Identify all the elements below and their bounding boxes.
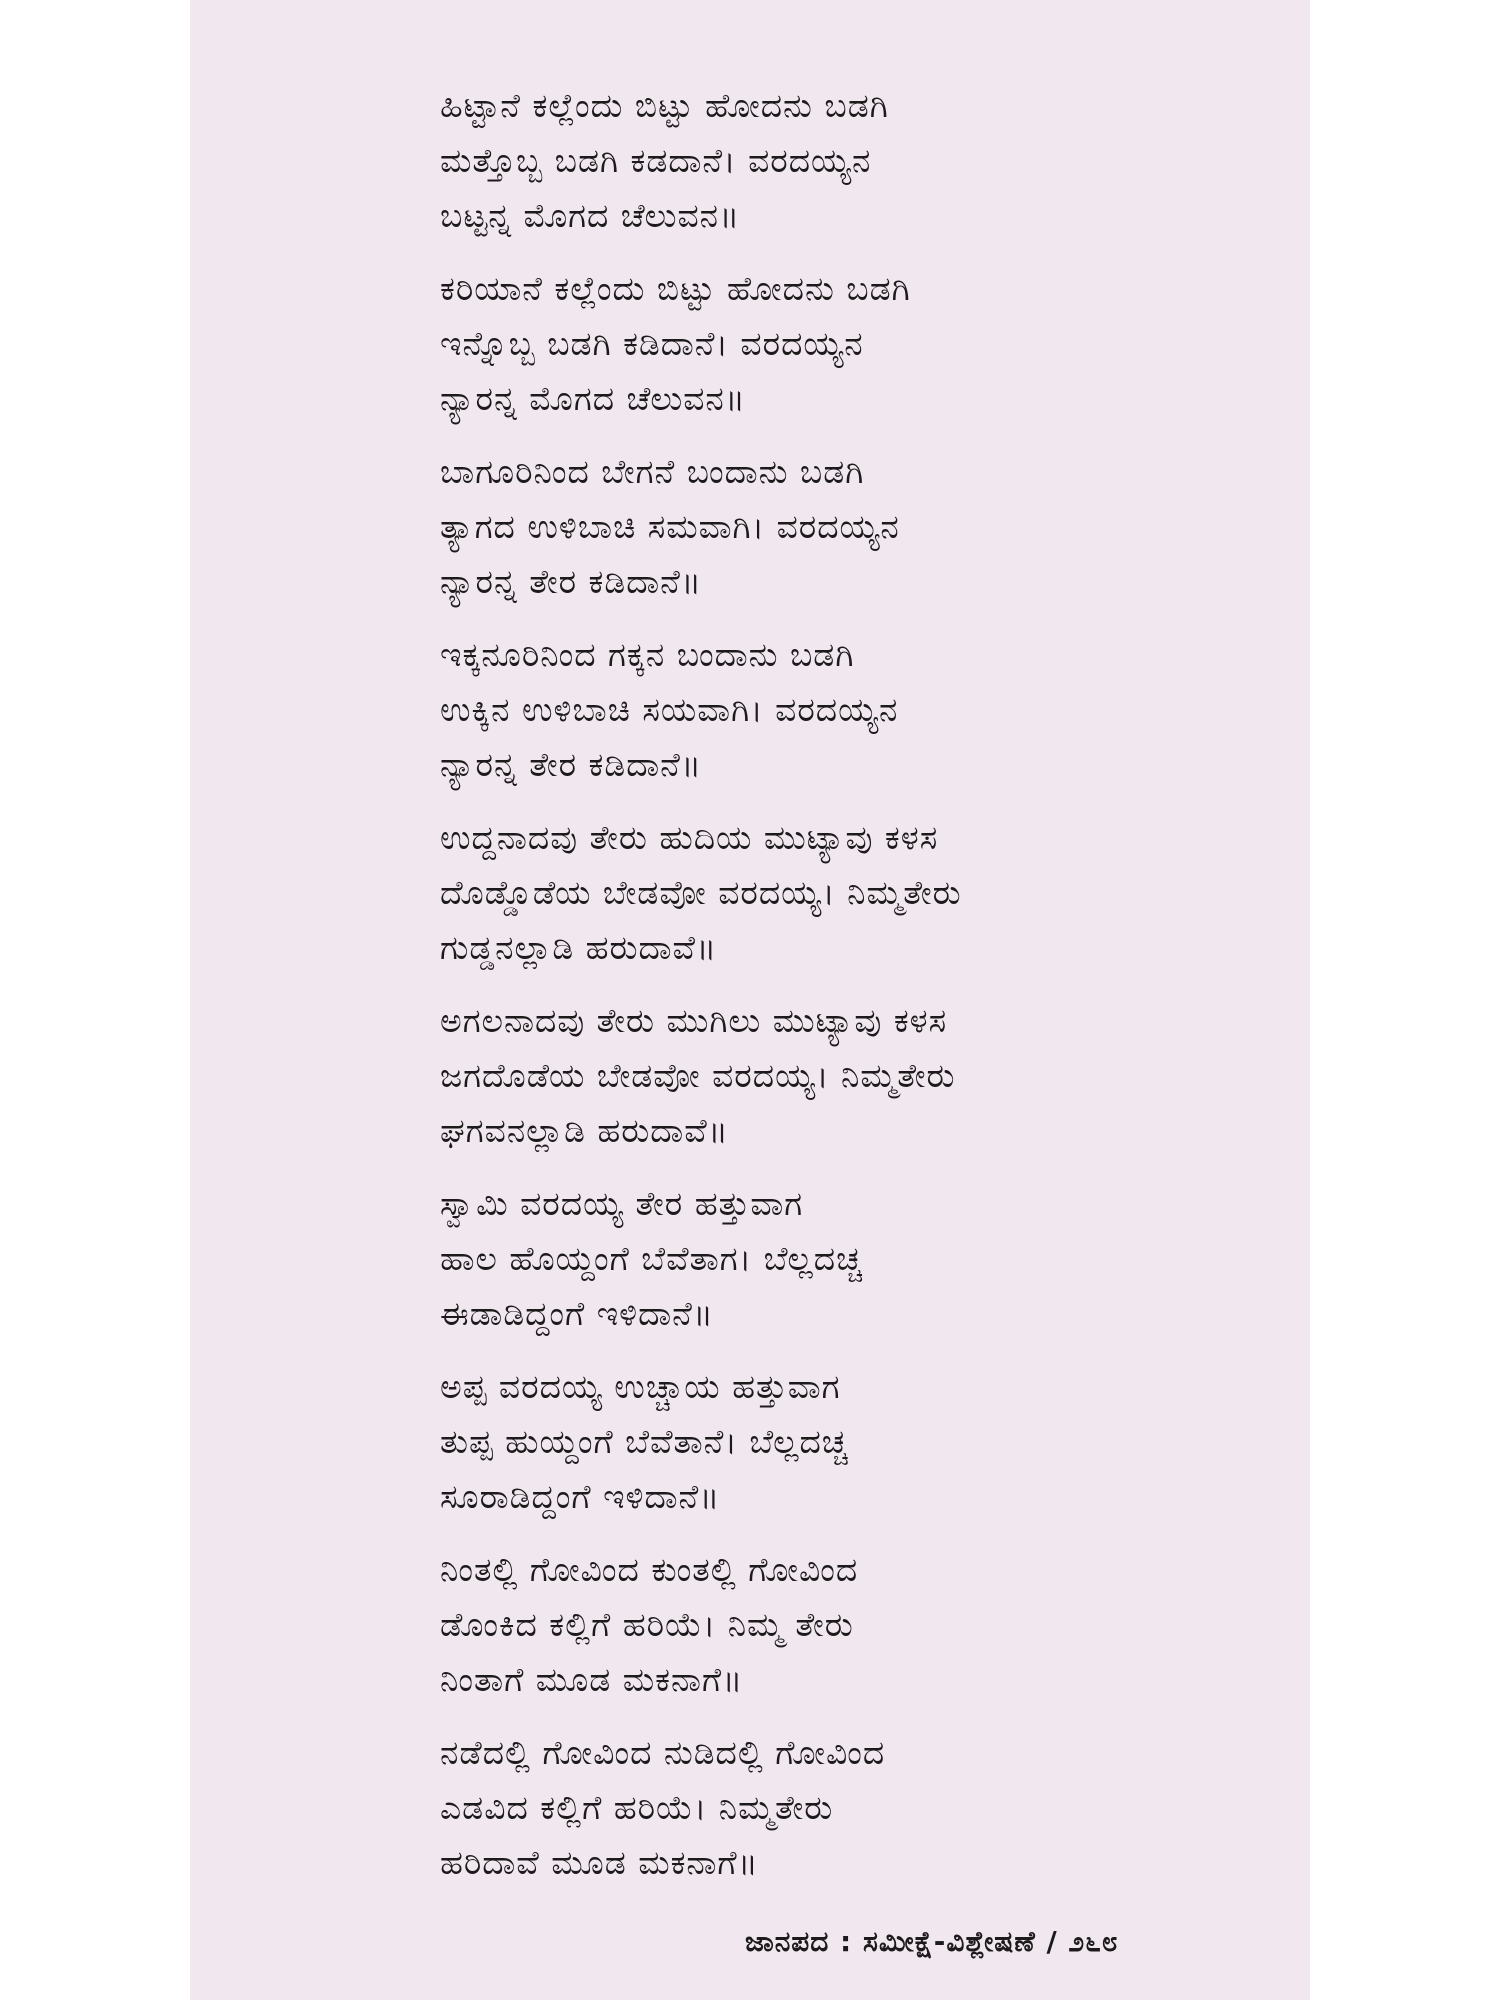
stanza-2 <box>440 261 1300 426</box>
stanza-4 <box>440 627 1300 792</box>
poem-line: ತ್ಯಾಗದ ಉಳಿಬಾಚಿ ಸಮವಾಗಿ। ವರದಯ್ಯನ <box>440 507 900 546</box>
stanza-9 <box>440 1542 1300 1707</box>
poem-line: ಘಗವನಲ್ಲಾಡಿ ಹರುದಾವೆ॥ <box>440 1111 729 1150</box>
poem-line: ನ್ಯಾರನ್ನ ತೇರ ಕಡಿದಾನೆ॥ <box>440 745 702 784</box>
stanza-1 <box>440 78 1300 243</box>
poem-line: ನಿಂತಾಗೆ ಮೂಡ ಮಕನಾಗೆ॥ <box>440 1660 744 1699</box>
poem-line: ದೊಡ್ಡೊಡೆಯ ಬೇಡವೋ ವರದಯ್ಯ। ನಿಮ್ಮತೇರು <box>440 873 962 912</box>
poem-line: ಗುಡ್ಡನಲ್ಲಾಡಿ ಹರುದಾವೆ॥ <box>440 928 718 967</box>
poem-line: ಅಪ್ಪ ವರದಯ್ಯ ಉಚ್ಚಾಯ ಹತ್ತುವಾಗ <box>440 1367 841 1406</box>
poem-line: ಮತ್ತೊಬ್ಬ ಬಡಗಿ ಕಡದಾನೆ। ವರದಯ್ಯನ <box>440 141 872 180</box>
page-footer: ಜಾನಪದ : ಸಮೀಕ್ಷೆ-ವಿಶ್ಲೇಷಣೆ / ೨೬೮ <box>745 1925 1119 1958</box>
poem-line: ಎಡವಿದ ಕಲ್ಲಿಗೆ ಹರಿಯೆ। ನಿಮ್ಮತೇರು <box>440 1788 834 1827</box>
poem-line: ಸ್ವಾಮಿ ವರದಯ್ಯ ತೇರ ಹತ್ತುವಾಗ <box>440 1184 804 1223</box>
book-page <box>190 0 1310 2000</box>
poem-line: ಹಿಟ್ಟಾನೆ ಕಲ್ಲೆಂದು ಬಿಟ್ಟು ಹೋದನು ಬಡಗಿ <box>440 86 889 125</box>
poem-body <box>440 78 1300 1908</box>
poem-line: ಕರಿಯಾನೆ ಕಲ್ಲೆಂದು ಬಿಟ್ಟು ಹೋದನು ಬಡಗಿ <box>440 269 911 308</box>
poem-line: ಬಟ್ಟನ್ನ ಮೊಗದ ಚೆಲುವನ॥ <box>440 196 741 235</box>
poem-line: ಬಾಗೂರಿನಿಂದ ಬೇಗನೆ ಬಂದಾನು ಬಡಗಿ <box>440 452 865 491</box>
stanza-8 <box>440 1359 1300 1524</box>
poem-line: ಇನ್ನೊಬ್ಬ ಬಡಗಿ ಕಡಿದಾನೆ। ವರದಯ್ಯನ <box>440 324 864 363</box>
stanza-7 <box>440 1176 1300 1341</box>
poem-line: ಸೂರಾಡಿದ್ದಂಗೆ ಇಳಿದಾನೆ॥ <box>440 1477 721 1516</box>
poem-line: ನಡೆದಲ್ಲಿ ಗೋವಿಂದ ನುಡಿದಲ್ಲಿ ಗೋವಿಂದ <box>440 1733 886 1772</box>
poem-line: ತುಪ್ಪ ಹುಯ್ದಂಗೆ ಬೆವೆತಾನೆ। ಬೆಲ್ಲದಚ್ಚ <box>440 1422 849 1461</box>
poem-line: ನಿಂತಲ್ಲಿ ಗೋವಿಂದ ಕುಂತಲ್ಲಿ ಗೋವಿಂದ <box>440 1550 859 1589</box>
poem-line: ಉದ್ದನಾದವು ತೇರು ಹುದಿಯ ಮುಟ್ಯಾವು ಕಳಸ <box>440 818 939 857</box>
poem-line: ಹರಿದಾವೆ ಮೂಡ ಮಕನಾಗೆ॥ <box>440 1843 759 1882</box>
poem-line: ಇಕ್ಕನೂರಿನಿಂದ ಗಕ್ಕನ ಬಂದಾನು ಬಡಗಿ <box>440 635 855 674</box>
poem-line: ಡೊಂಕಿದ ಕಲ್ಲಿಗೆ ಹರಿಯೆ। ನಿಮ್ಮ ತೇರು <box>440 1605 854 1644</box>
poem-line: ಅಗಲನಾದವು ತೇರು ಮುಗಿಲು ಮುಟ್ಯಾವು ಕಳಸ <box>440 1001 948 1040</box>
poem-line: ಜಗದೊಡೆಯ ಬೇಡವೋ ವರದಯ್ಯ। ನಿಮ್ಮತೇರು <box>440 1056 956 1095</box>
poem-line: ನ್ಯಾರನ್ನ ಮೊಗದ ಚೆಲುವನ॥ <box>440 379 746 418</box>
poem-line: ಈಡಾಡಿದ್ದಂಗೆ ಇಳಿದಾನೆ॥ <box>440 1294 714 1333</box>
stanza-10 <box>440 1725 1300 1890</box>
poem-line: ಹಾಲ ಹೊಯ್ದಂಗೆ ಬೆವೆತಾಗ। ಬೆಲ್ಲದಚ್ಚ <box>440 1239 863 1278</box>
stanza-5 <box>440 810 1300 975</box>
poem-line: ನ್ಯಾರನ್ನ ತೇರ ಕಡಿದಾನೆ॥ <box>440 562 702 601</box>
stanza-3 <box>440 444 1300 609</box>
poem-line: ಉಕ್ಕಿನ ಉಳಿಬಾಚಿ ಸಯವಾಗಿ। ವರದಯ್ಯನ <box>440 690 899 729</box>
stanza-6 <box>440 993 1300 1158</box>
